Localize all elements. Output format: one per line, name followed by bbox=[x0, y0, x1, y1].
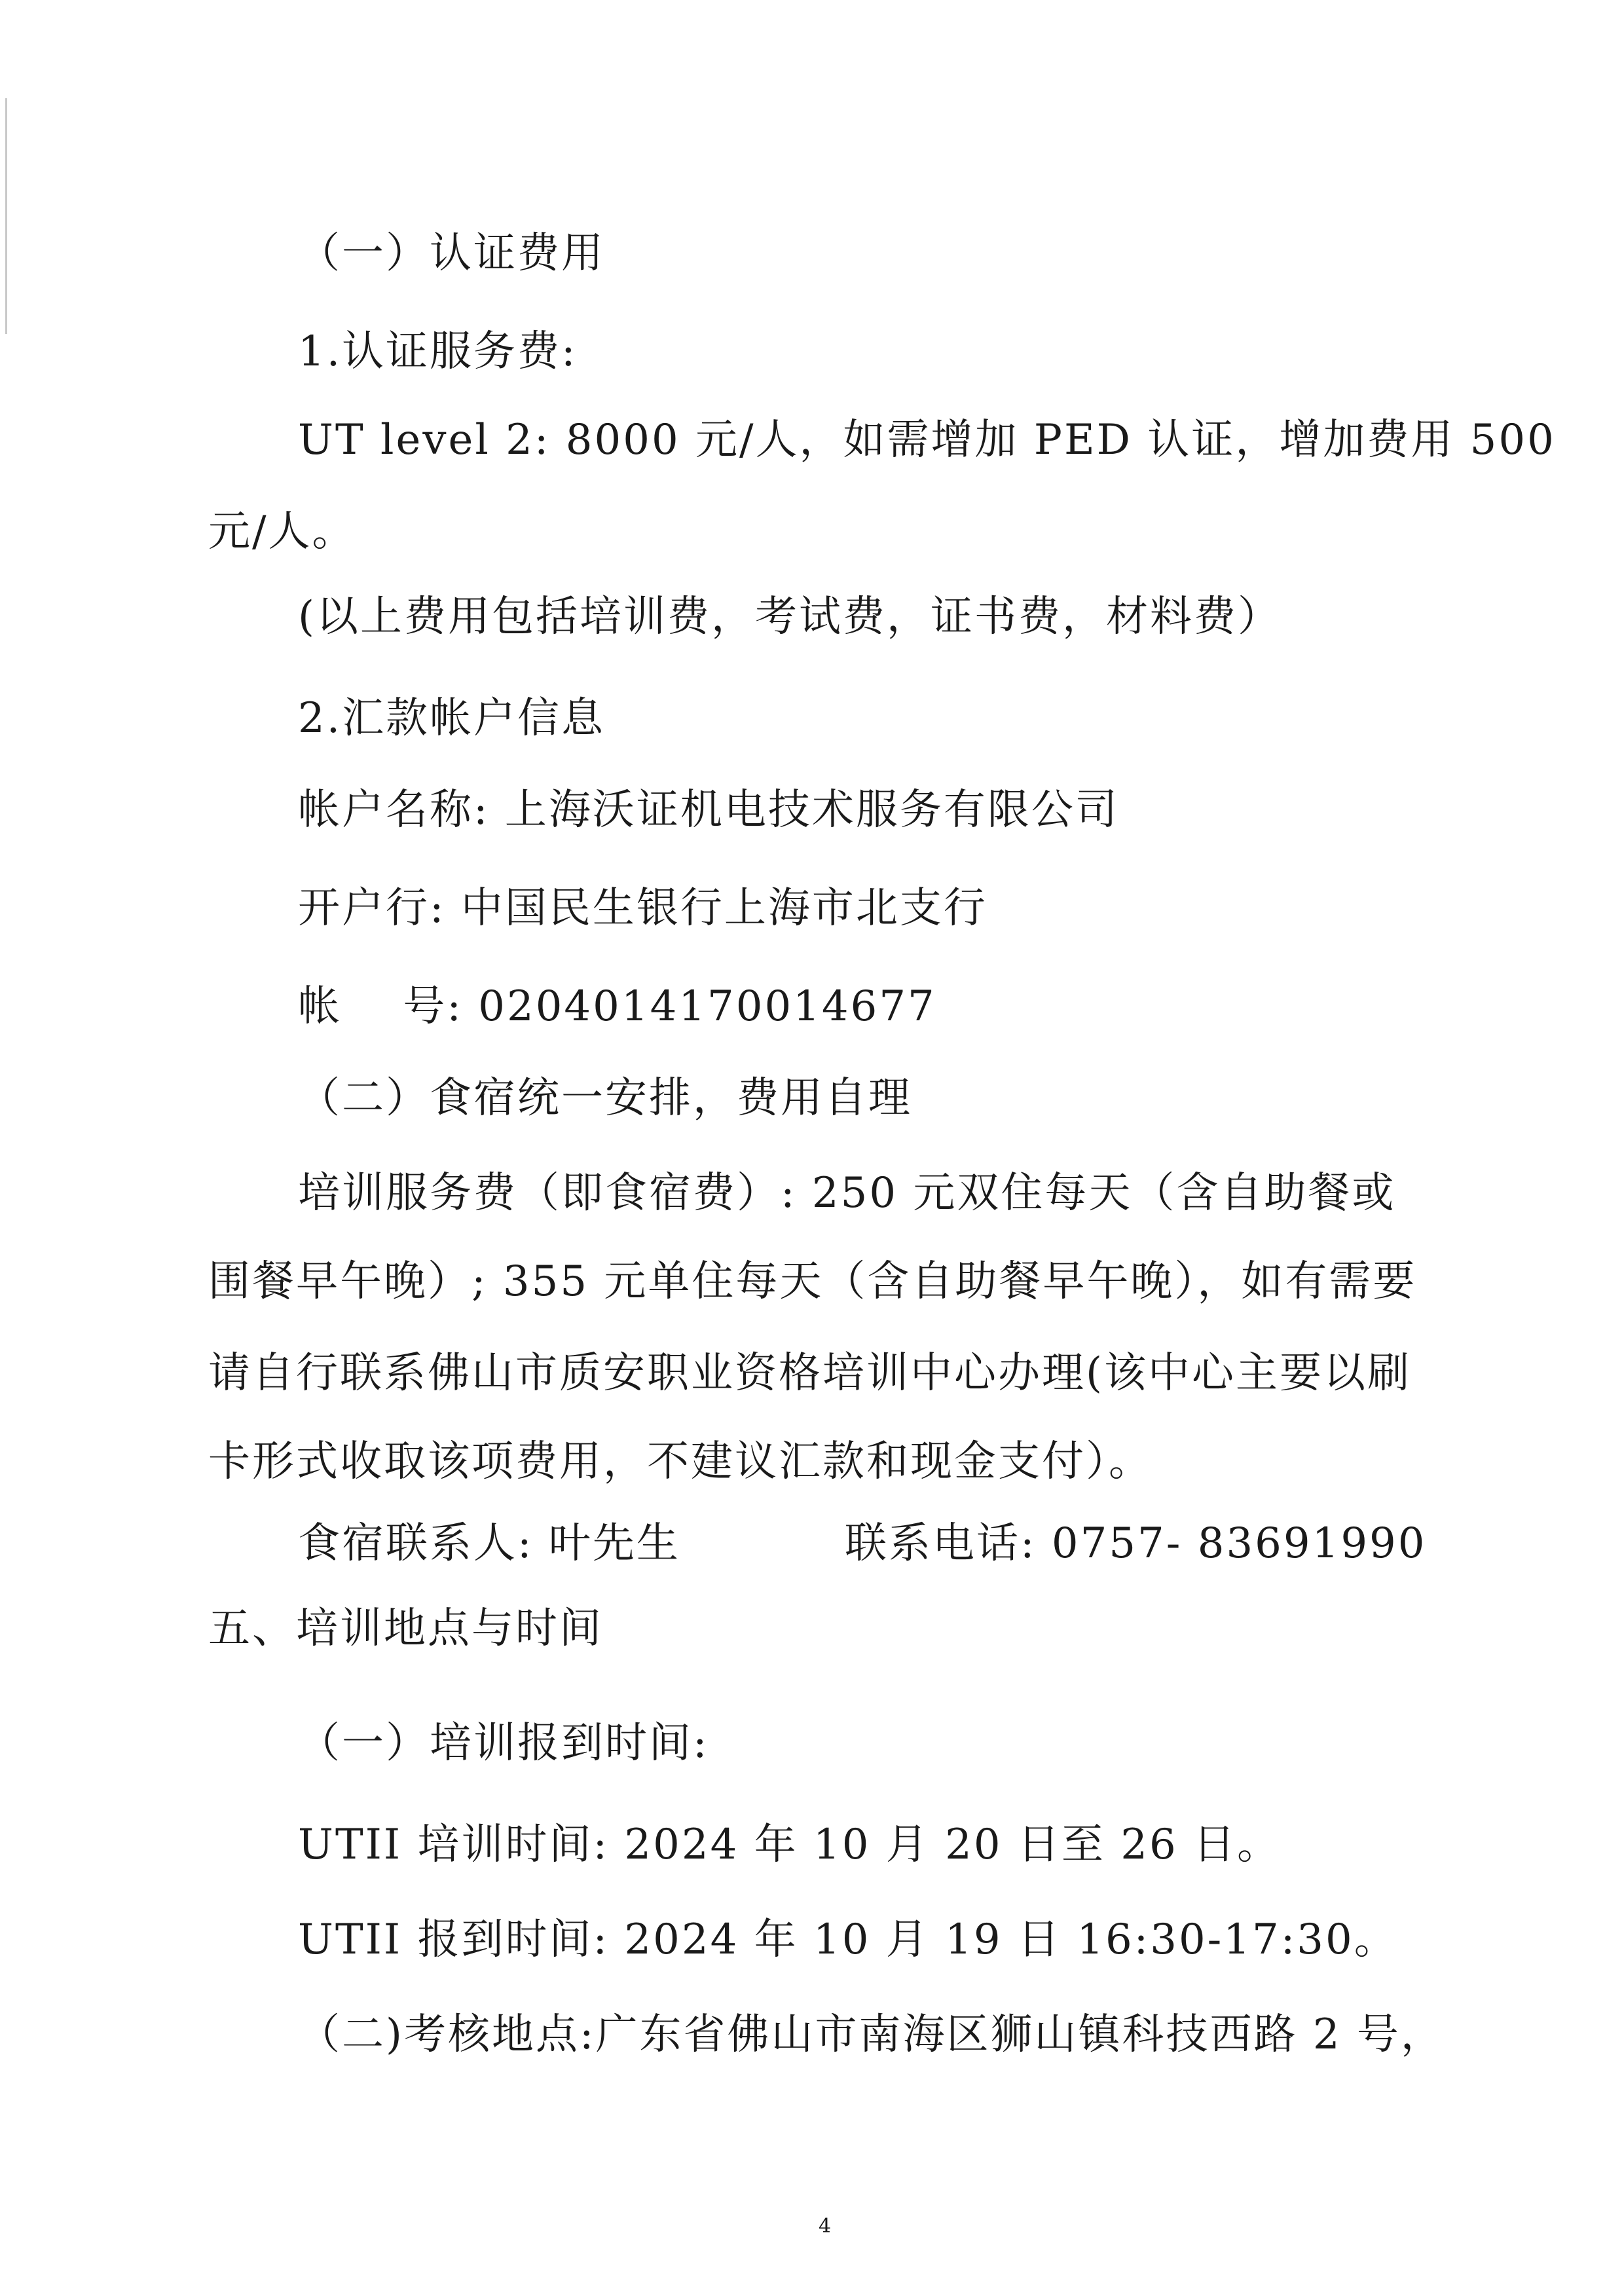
utii-training-time: UTII 培训时间: 2024 年 10 月 20 日至 26 日。 bbox=[298, 1821, 1282, 1869]
account-name: 帐户名称: 上海沃证机电技术服务有限公司 bbox=[298, 786, 1119, 834]
section-heading-accommodation: （二）食宿统一安排，费用自理 bbox=[298, 1074, 912, 1122]
subheading-registration-time: （一）培训报到时间: bbox=[298, 1719, 709, 1768]
accommodation-contact-person: 食宿联系人: 叶先生 bbox=[298, 1519, 680, 1568]
accommodation-fee-line-1: 培训服务费（即食宿费）: 250 元双住每天（含自助餐或 bbox=[298, 1169, 1396, 1217]
scan-edge-line bbox=[5, 98, 7, 334]
accommodation-fee-line-4: 卡形式收取该项费用，不建议汇款和现金支付）。 bbox=[208, 1437, 1153, 1486]
utii-registration-time: UTII 报到时间: 2024 年 10 月 19 日 16:30-17:30。 bbox=[298, 1916, 1398, 1964]
account-bank: 开户行: 中国民生银行上海市北支行 bbox=[298, 884, 987, 933]
section-heading-certification-fees: （一）认证费用 bbox=[298, 229, 605, 278]
section-heading-training-location-time: 五、培训地点与时间 bbox=[208, 1604, 603, 1653]
account-number: 帐 号: 0204014170014677 bbox=[298, 982, 936, 1031]
page-number: 4 bbox=[819, 2215, 832, 2238]
accommodation-contact-phone: 联系电话: 0757- 83691990 bbox=[845, 1519, 1427, 1568]
exam-location: （二)考核地点:广东省佛山市南海区狮山镇科技西路 2 号， bbox=[298, 2010, 1445, 2059]
fee-ut-level2-line: UT level 2: 8000 元/人，如需增加 PED 认证，增加费用 500 bbox=[298, 416, 1556, 464]
fee-includes-note: (以上费用包括培训费，考试费，证书费，材料费） bbox=[298, 593, 1282, 641]
item-remittance-account-info: 2.汇款帐户信息 bbox=[298, 694, 606, 743]
fee-ut-level2-line-cont: 元/人。 bbox=[208, 508, 356, 556]
accommodation-fee-line-2: 围餐早午晚）; 355 元单住每天（含自助餐早午晚），如有需要 bbox=[208, 1257, 1417, 1306]
item-certification-service-fee: 1.认证服务费: bbox=[298, 327, 578, 376]
accommodation-fee-line-3: 请自行联系佛山市质安职业资格培训中心办理(该中心主要以刷 bbox=[208, 1349, 1411, 1398]
